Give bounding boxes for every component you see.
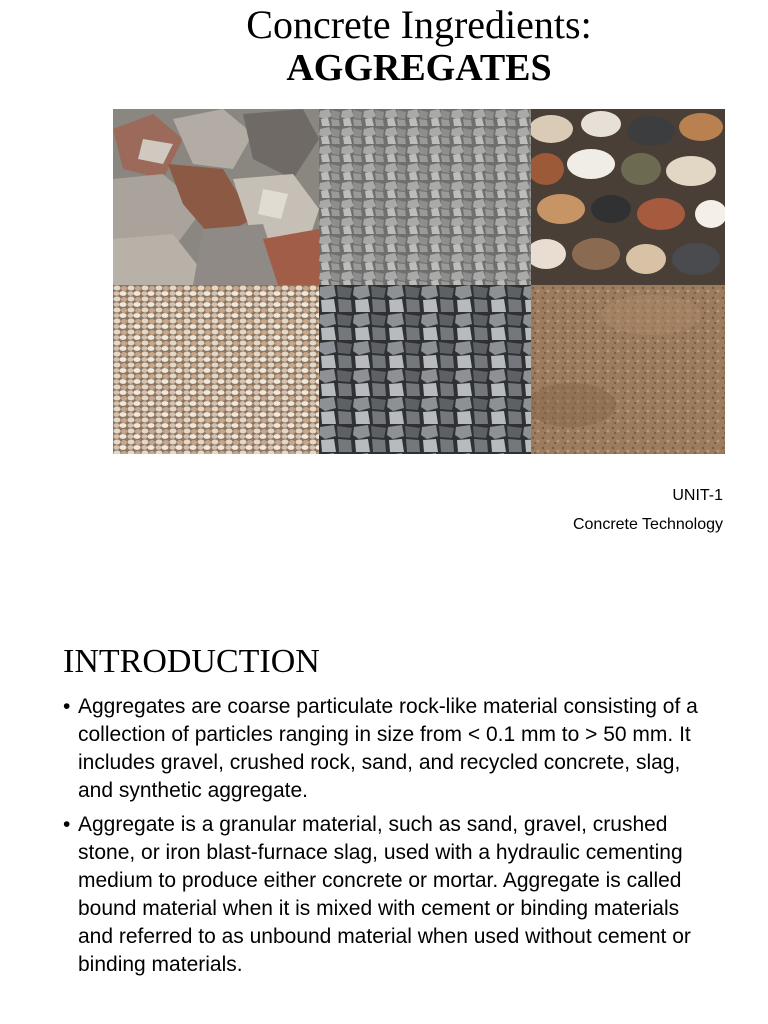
bullet-icon: •	[63, 813, 71, 836]
unit-label: UNIT-1	[672, 487, 723, 504]
boulders-photo	[113, 109, 319, 285]
bullet-list	[63, 693, 713, 985]
soil-photo	[531, 285, 725, 454]
slide-subtitle: AGGREGATES	[286, 47, 552, 89]
bullet-text: Aggregates are coarse particulate rock-like material consisting of a collection of particles ranging in size from < 0.1 mm to > 50 mm. It includes gravel, crushed rock, sand, and recycled concrete, slag, and synthetic aggregate.	[78, 695, 698, 802]
bullet-icon: •	[63, 695, 71, 718]
section-heading: INTRODUCTION	[63, 643, 320, 680]
crushed-stone-photo	[319, 285, 531, 454]
list-item	[63, 811, 713, 979]
gravel-photo	[319, 109, 531, 285]
course-label: Concrete Technology	[572, 516, 723, 533]
bullet-text: Aggregate is a granular material, such as sand, gravel, crushed stone, or iron blast-furnace slag, used with a hydraulic cementing medium to produce either concrete or mortar. Aggregate is called bound material when it is mixed with cement or binding materials and referred to as unbound material when used without cement or binding materials.	[78, 813, 691, 976]
small-pebbles-photo	[113, 285, 319, 454]
aggregate-photo-grid	[113, 109, 725, 454]
introduction-slide	[0, 576, 768, 1024]
slide-title: Concrete Ingredients:	[246, 2, 592, 47]
list-item	[63, 693, 713, 805]
pebbles-photo	[531, 109, 725, 285]
